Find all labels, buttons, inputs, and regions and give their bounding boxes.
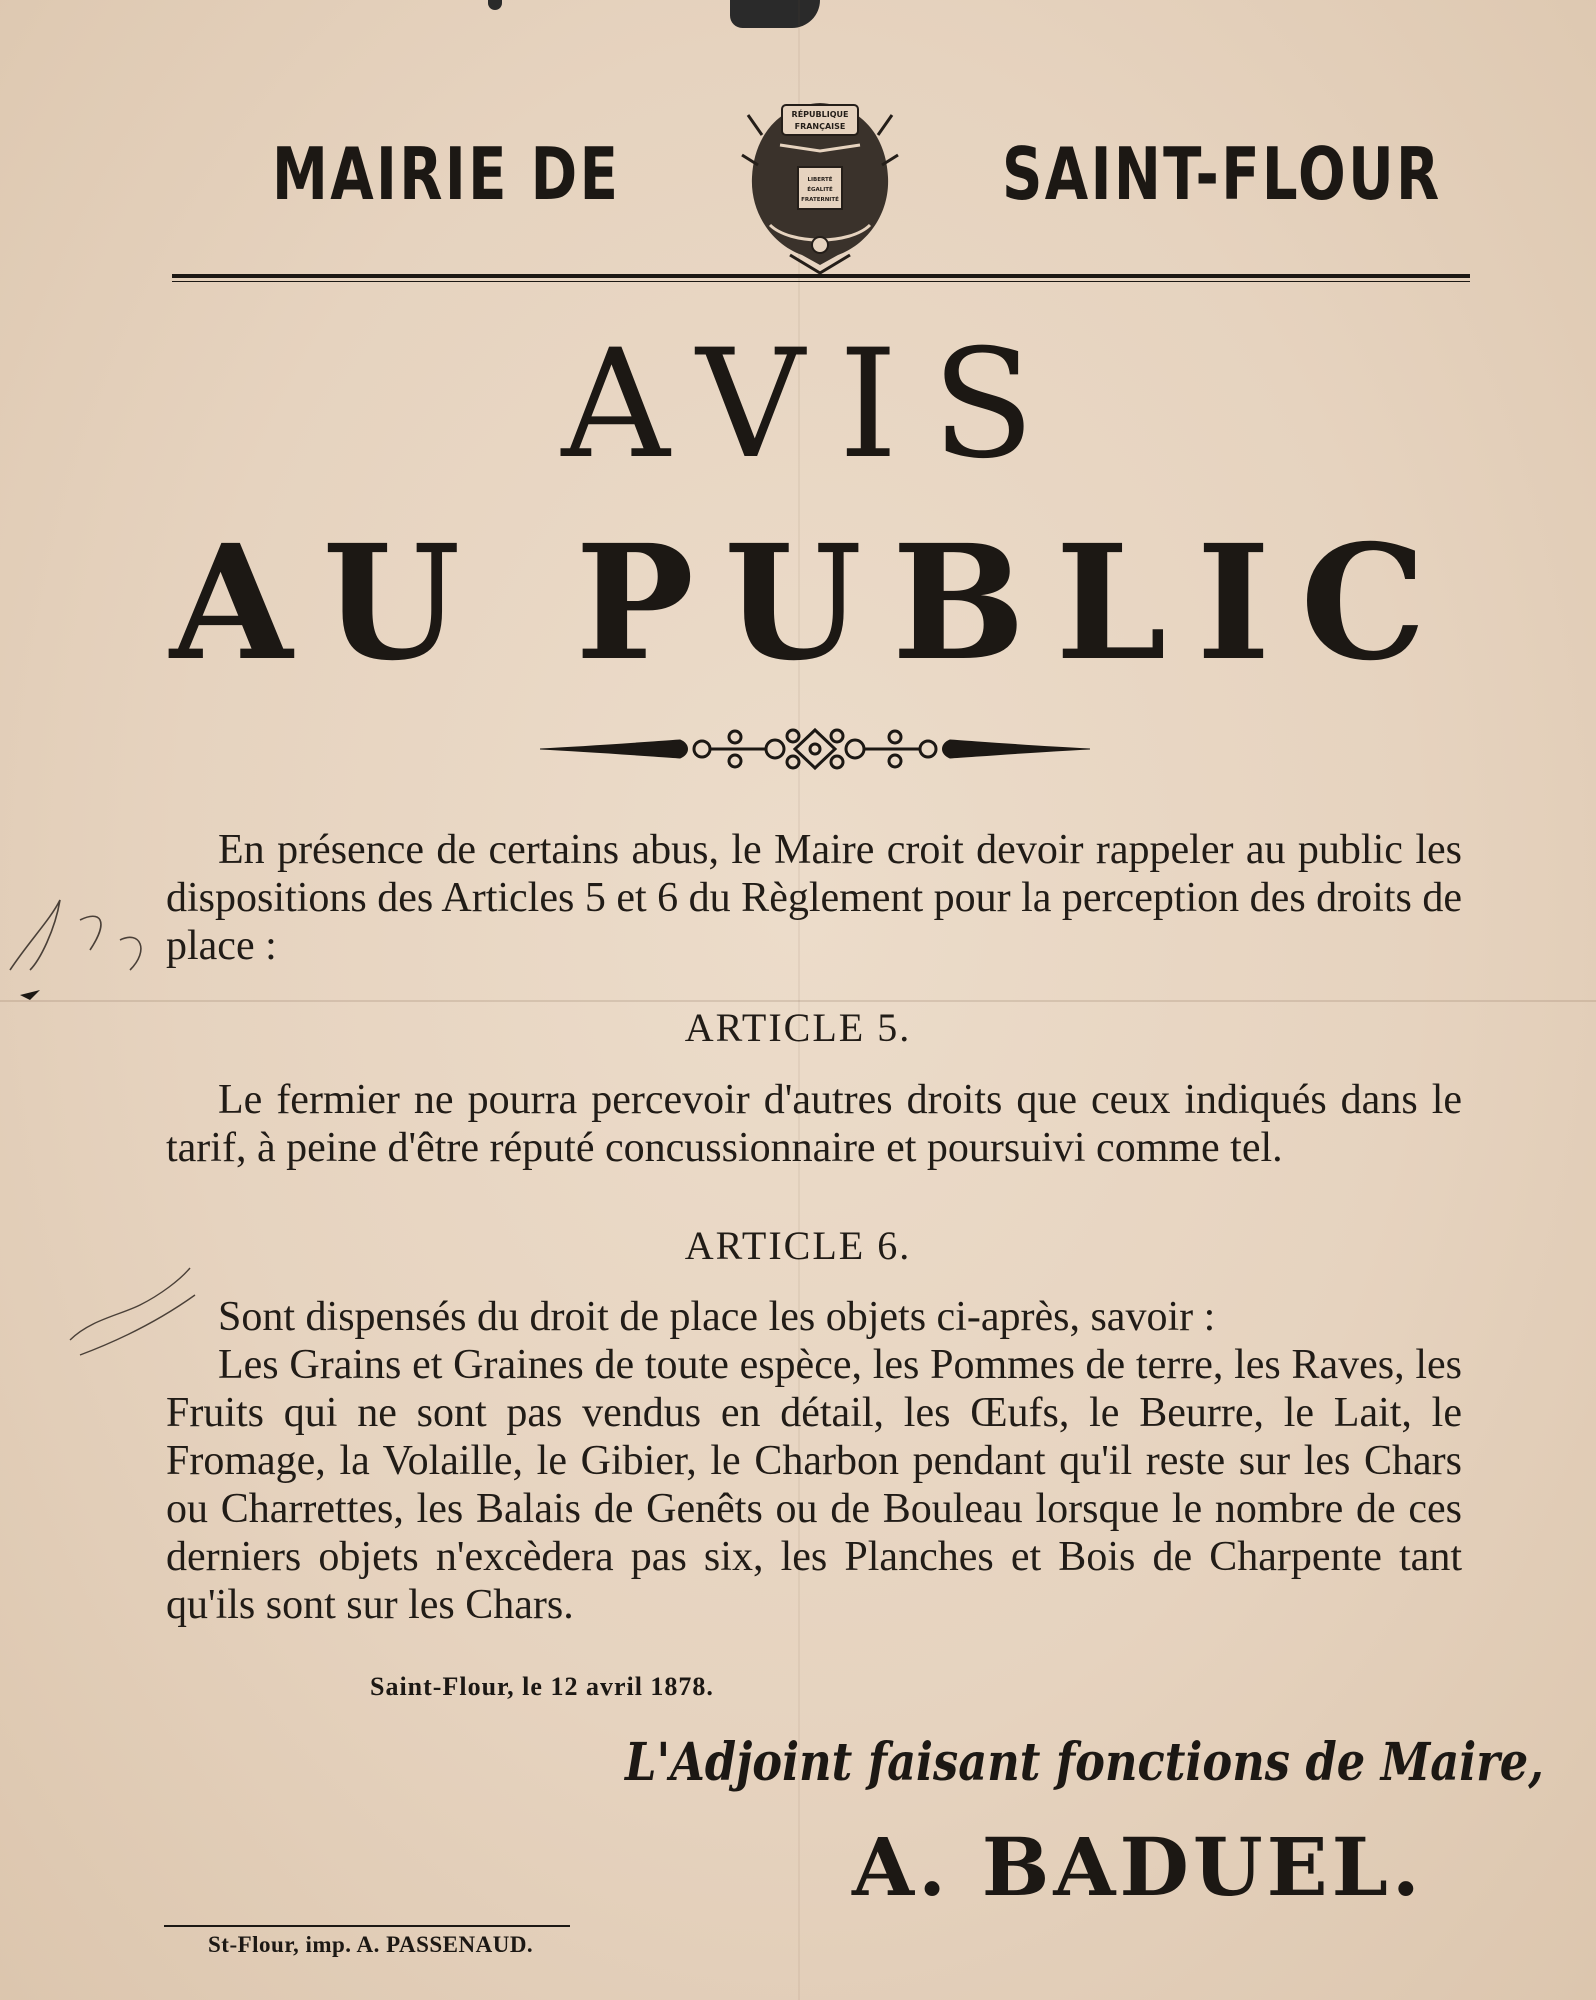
article-5-paragraph: [166, 1076, 1462, 1172]
header-rule: [172, 274, 1470, 278]
signatory-name: A. BADUEL.: [852, 1820, 1424, 1914]
fold-line-vertical: [798, 0, 800, 2000]
ornament-divider-icon: [540, 722, 1090, 776]
republic-seal-emblem: [740, 95, 900, 275]
header-rule-thin: [172, 281, 1470, 282]
seal-motto-2: ÉGALITÉ: [807, 187, 833, 193]
printer-credit: St-Flour, imp. A. PASSENAUD.: [208, 1932, 534, 1957]
pencil-annotation: [0, 860, 180, 1010]
intro-text: En présence de certains abus, le Maire croit devoir rappeler au public les dispositions des Articles 5 et 6 du Règlement pour la perception des droits de place :: [166, 827, 1462, 969]
signatory-title: L'Adjoint faisant fonctions de Maire,: [625, 1732, 1544, 1793]
title-line-1: AVIS: [561, 318, 1069, 492]
article-6-heading: ARTICLE 6.: [684, 1223, 912, 1268]
pencil-annotation-2: [50, 1260, 210, 1370]
header-right-text: SAINT-FLOUR: [1002, 132, 1442, 216]
seal-motto-3: FRATERNITÉ: [801, 197, 839, 203]
seal-line-1: RÉPUBLIQUE: [791, 110, 849, 119]
intro-paragraph: [166, 826, 1462, 970]
header-left-text: MAIRIE DE: [272, 132, 621, 216]
title-line-2: AU PUBLIC: [169, 511, 1457, 696]
article-6-intro: [166, 1293, 1462, 1341]
article-6-list: [166, 1341, 1462, 1629]
article-5-heading: ARTICLE 5.: [684, 1005, 912, 1050]
article-6-list-text: Les Grains et Graines de toute espèce, les Pommes de terre, les Raves, les Fruits qui ne sont pas vendus en détail, les Œufs, le Beurre, le Lait, le Fromage, la Volaille, le Gibier, le Charbon pendant qu'il reste sur les Chars ou Charrettes, les Balais de Genêts ou de Bouleau lorsque le nombre de ces derniers objets n'excèdera pas six, les Planches et Bois de Charpente tant qu'ils sont sur les Chars.: [166, 1342, 1462, 1628]
printer-rule: [164, 1925, 570, 1927]
date-line: Saint-Flour, le 12 avril 1878.: [370, 1672, 714, 1701]
article-5-text: Le fermier ne pourra percevoir d'autres droits que ceux indiqués dans le tarif, à peine d'être réputé concussionnaire et poursuivi comme tel.: [166, 1077, 1462, 1171]
seal-motto-1: LIBERTÉ: [807, 177, 833, 183]
article-6-intro-text: Sont dispensés du droit de place les objets ci-après, savoir :: [218, 1294, 1216, 1340]
torn-edge-small: [488, 0, 502, 10]
torn-edge: [730, 0, 820, 28]
seal-line-2: FRANÇAISE: [794, 122, 846, 131]
